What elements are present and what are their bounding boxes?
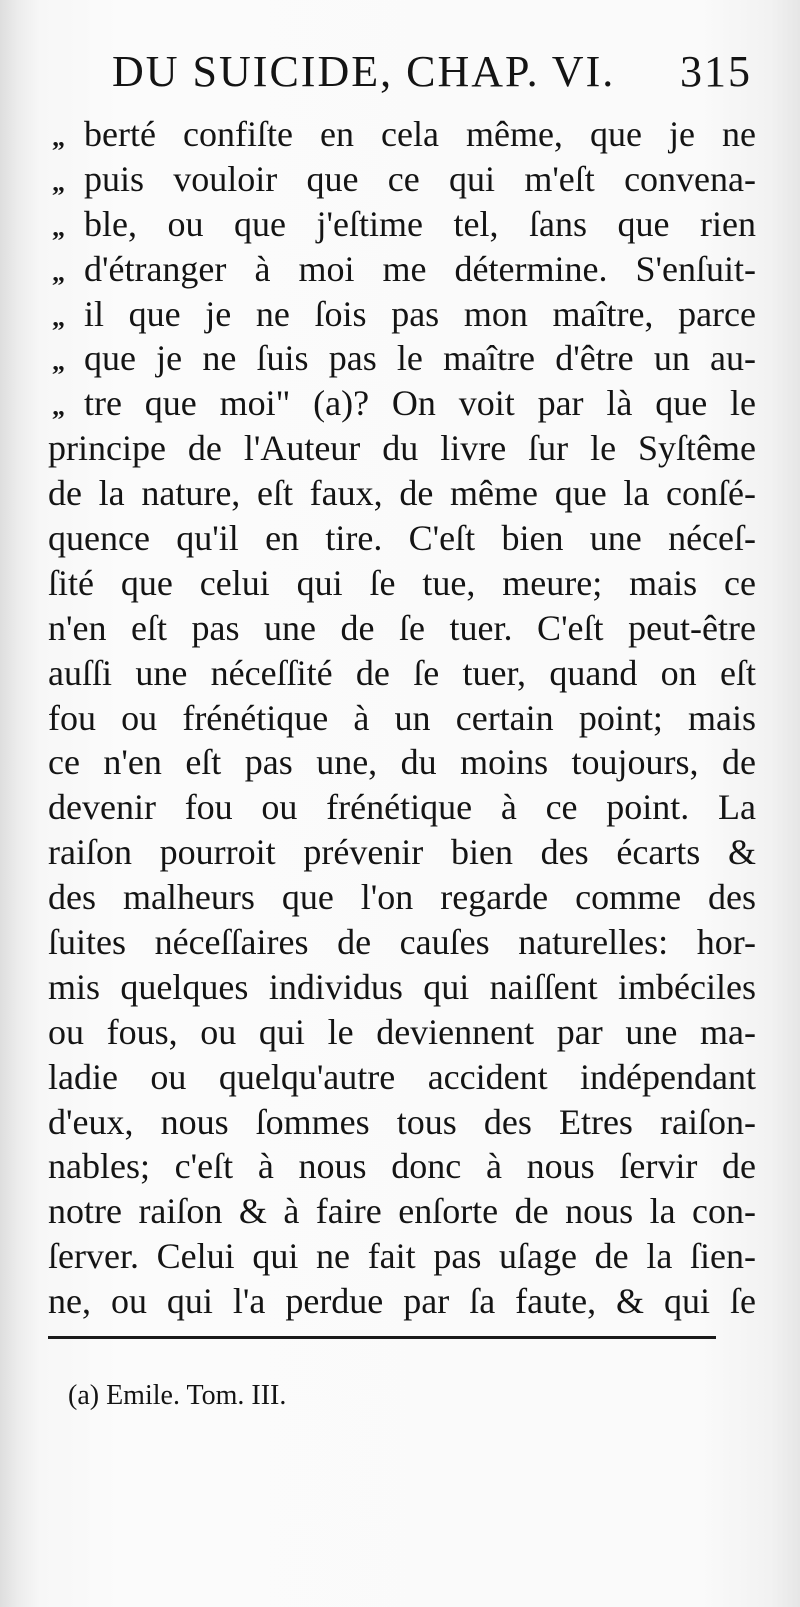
text-line bbox=[48, 606, 756, 651]
quotation-mark: „ bbox=[52, 212, 65, 242]
footnote-rule bbox=[48, 1336, 716, 1339]
text-line bbox=[48, 1010, 756, 1055]
text-line bbox=[48, 830, 756, 875]
page-header bbox=[112, 42, 752, 102]
text-line-content: puis vouloir que ce qui m'eſt convena- bbox=[84, 158, 756, 199]
text-line-content: berté confiſte en cela même, que je ne bbox=[84, 114, 756, 154]
text-line-content: quence qu'il en tire. C'eſt bien une néceſ- bbox=[48, 518, 756, 559]
text-line bbox=[48, 247, 756, 292]
text-line bbox=[48, 1144, 756, 1189]
text-line-content: ladie ou quelqu'autre accident indépendant bbox=[48, 1056, 756, 1097]
text-line-content: ſuites néceſſaires de cauſes naturelles: hor- bbox=[48, 922, 756, 963]
quotation-mark: „ bbox=[52, 302, 65, 332]
text-line bbox=[48, 426, 756, 471]
text-line bbox=[48, 202, 756, 247]
running-head: DU SUICIDE, CHAP. VI. bbox=[112, 47, 616, 96]
quotation-mark: „ bbox=[52, 347, 65, 377]
text-line bbox=[48, 112, 756, 157]
text-line-content: auſſi une néceſſité de ſe tuer, quand on eſt bbox=[48, 652, 756, 693]
text-line bbox=[48, 785, 756, 830]
text-line-content: notre raiſon & à faire enſorte de nous la con- bbox=[48, 1191, 756, 1232]
text-line-content: ne, ou qui l'a perdue par ſa faute, & qui ſe bbox=[48, 1281, 756, 1322]
text-line-content: de la nature, eſt faux, de même que la conſé- bbox=[48, 473, 756, 514]
text-line-content: mis quelques individus qui naiſſent imbéciles bbox=[48, 966, 756, 1007]
text-line-content: nables; c'eſt à nous donc à nous ſervir de bbox=[48, 1146, 756, 1187]
text-line bbox=[48, 696, 756, 741]
text-line-content: d'étranger à moi me détermine. S'enſuit- bbox=[84, 248, 756, 289]
text-line bbox=[48, 875, 756, 920]
text-line bbox=[48, 157, 756, 202]
text-line bbox=[48, 292, 756, 337]
text-line-content: ou fous, ou qui le deviennent par une ma- bbox=[48, 1011, 756, 1052]
text-line-content: ſerver. Celui qui ne fait pas uſage de la ſien- bbox=[48, 1236, 756, 1277]
text-line-content: tre que moi" (a)? On voit par là que le bbox=[84, 383, 756, 424]
quotation-mark: „ bbox=[52, 167, 65, 197]
text-line-content: d'eux, nous ſommes tous des Etres raiſon- bbox=[48, 1101, 756, 1142]
text-line-content: ce n'en eſt pas une, du moins toujours, de bbox=[48, 742, 756, 783]
quotation-mark: „ bbox=[52, 257, 65, 287]
text-line bbox=[48, 965, 756, 1010]
text-line bbox=[48, 651, 756, 696]
text-line bbox=[48, 1055, 756, 1100]
text-line bbox=[48, 336, 756, 381]
text-line bbox=[48, 1234, 756, 1279]
quotation-mark: „ bbox=[52, 392, 65, 422]
body-text bbox=[48, 112, 756, 1324]
text-line bbox=[48, 381, 756, 426]
text-line-content: ble, ou que j'eſtime tel, ſans que rien bbox=[84, 203, 756, 244]
text-line bbox=[48, 1189, 756, 1234]
text-line bbox=[48, 471, 756, 516]
text-line-content: des malheurs que l'on regarde comme des bbox=[48, 877, 756, 918]
quotation-mark: „ bbox=[52, 123, 65, 152]
text-line-content: devenir fou ou frénétique à ce point. La bbox=[48, 787, 756, 828]
text-line bbox=[48, 561, 756, 606]
text-line bbox=[48, 1279, 756, 1324]
text-line bbox=[48, 516, 756, 561]
text-line-content: que je ne ſuis pas le maître d'être un au- bbox=[84, 338, 756, 379]
text-line bbox=[48, 740, 756, 785]
text-line-content: fou ou frénétique à un certain point; mais bbox=[48, 697, 756, 738]
text-line-content: ſité que celui qui ſe tue, meure; mais ce bbox=[48, 562, 756, 603]
text-line-content: il que je ne ſois pas mon maître, parce bbox=[84, 293, 756, 334]
text-line-content: raiſon pourroit prévenir bien des écarts & bbox=[48, 832, 756, 873]
text-line-content: principe de l'Auteur du livre ſur le Syſtême bbox=[48, 428, 756, 469]
text-line bbox=[48, 920, 756, 965]
page-number: 315 bbox=[680, 47, 752, 96]
footnote: (a) Emile. Tom. III. bbox=[68, 1380, 287, 1411]
text-line-content: n'en eſt pas une de ſe tuer. C'eſt peut-être bbox=[48, 607, 756, 648]
text-line bbox=[48, 1100, 756, 1145]
